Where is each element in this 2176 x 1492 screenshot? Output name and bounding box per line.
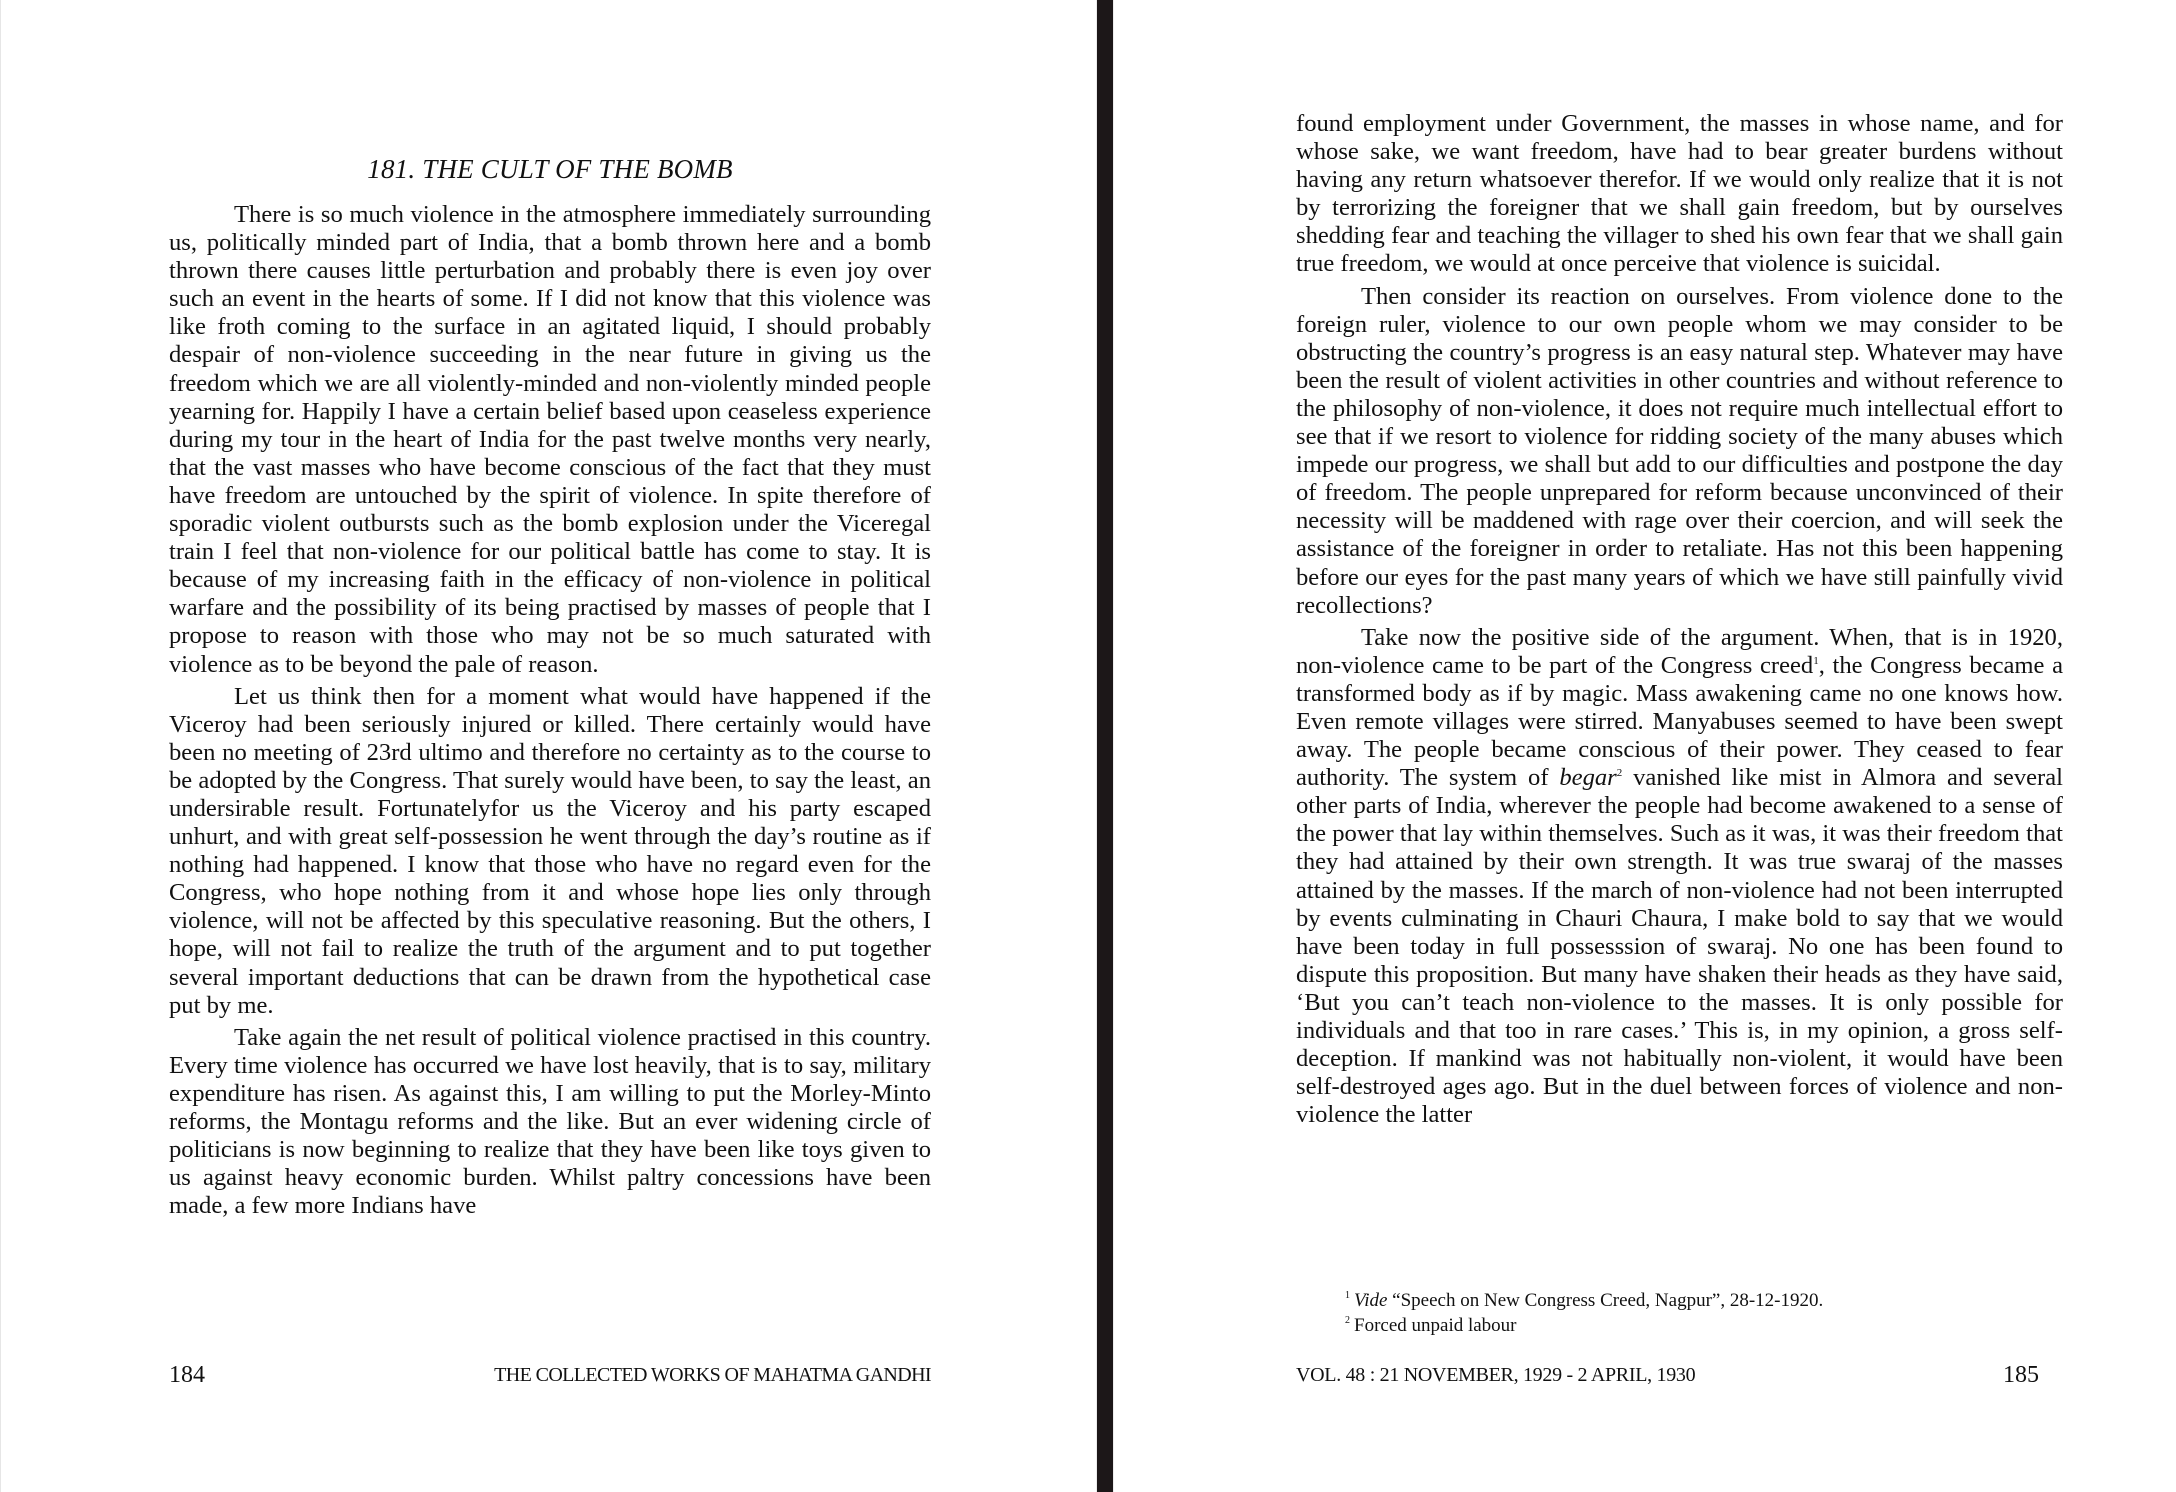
footnote-number: 2	[1345, 1315, 1350, 1326]
paragraph-text: Take now the positive side of the argument. When, that is in 1920, non-violence came to be part of the Congress creed	[1296, 623, 2063, 679]
paragraph-text: vanished like mist in Almora and several other parts of India, wherever the people had become awakened to a sense of the power that lay within themselves. Such as it was, it was their freedom that they had attained by their own strength. It was true swaraj of the masses attained by the masses. If the march of non-violence had not been interrupted by events culminating in Chauri Chaura, I make bold to say that we would have been today in full possesssion of swaraj. No one has been found to dispute this proposition. But many have shaken their heads as they have said, ‘But you can’t teach non-violence to the masses. It is only possible for individuals and that too in rare cases.’ This is, in my opinion, a gross self-deception. If mankind was not habitually non-violent, it would have been self-destroyed ages ago. But in the duel between forces of violence and non-violence the latter	[1296, 764, 2063, 1129]
page-number: 184	[169, 1362, 205, 1388]
paragraph-text: , the Congress became a transformed body as if by magic. Mass awakening came no one knows how. Even remote villages were stirred. Manyabuses seemed to have been swept away. The people became conscious of their power. They ceased to fear authority. The system of	[1296, 651, 2063, 792]
right-page-body	[1296, 110, 2063, 1133]
footnote-text: Forced unpaid labour	[1354, 1315, 1517, 1336]
body-paragraph: There is so much violence in the atmosphere immediately surrounding us, politically minded part of India, that a bomb thrown here and a bomb thrown there causes little perturbation and probably there is even joy over such an event in the hearts of some. If I did not know that this violence was like froth coming to the surface in an agitated liquid, I should probably despair of non-violence succeeding in the near future in giving us the freedom which we are all violently-minded and non-violently minded people yearning for. Happily I have a certain belief based upon ceaseless experience during my tour in the heart of India for the past twelve months very nearly, that the vast masses who have become conscious of the fact that they must have freedom are untouched by the spirit of violence. In spite therefore of sporadic violent outbursts such as the bomb explosion under the Viceregal train I feel that non-violence for our political battle has come to stay. It is because of my increasing faith in the efficacy of non-violence in political warfare and the possibility of its being practised by masses of people that I propose to reason with those who may not be so much saturated with violence as to be beyond the pale of reason.	[169, 201, 931, 678]
body-paragraph-continued: found employment under Government, the masses in whose name, and for whose sake, we want freedom, have had to bear greater burdens without having any return whatsoever therefor. If we would only realize that it is not by terrorizing the foreigner that we shall gain freedom, but by ourselves shedding fear and teaching the villager to shed his own fear that we shall gain true freedom, we would at once perceive that violence is suicidal.	[1296, 110, 2063, 278]
footnote-1	[1345, 1288, 1823, 1313]
running-head: THE COLLECTED WORKS OF MAHATMA GANDHI	[494, 1364, 931, 1386]
footnote-text: “Speech on New Congress Creed, Nagpur”, 28-12-1920.	[1387, 1290, 1824, 1311]
running-head: VOL. 48 : 21 NOVEMBER, 1929 - 2 APRIL, 1930	[1296, 1364, 1696, 1386]
footnotes	[1345, 1288, 1823, 1338]
page-number: 185	[2003, 1362, 2039, 1388]
footnote-2	[1345, 1313, 1823, 1338]
italic-term-begar: begar	[1559, 764, 1617, 792]
article-title: 181. THE CULT OF THE BOMB	[367, 154, 733, 184]
footnote-marker-2[interactable]: 2	[1616, 767, 1623, 780]
body-paragraph	[1296, 624, 2063, 1130]
right-page	[1114, 0, 2176, 1492]
body-paragraph: Let us think then for a moment what would have happened if the Viceroy had been seriously injured or killed. There certainly would have been no meeting of 23rd ultimo and therefore no certainty as to the course to be adopted by the Congress. That surely would have been, to say the least, an undersirable result. Fortunatelyfor us the Viceroy and his party escaped unhurt, and with great self-possession he went through the day’s routine as if nothing had happened. I know that those who have no regard even for the Congress, who hope nothing from it and whose hope lies only through violence, will not be affected by this speculative reasoning. But the others, I hope, will not fail to realize the truth of the argument and to put together several important deductions that can be drawn from the hypothetical case put by me.	[169, 682, 931, 1019]
footnote-number: 1	[1345, 1290, 1350, 1301]
left-page-body	[169, 201, 931, 1224]
body-paragraph: Then consider its reaction on ourselves. From violence done to the foreign ruler, violence to our own people whom we may consider to be obstructing the country’s progress is an easy natural step. Whatever may have been the result of violent activities in other countries and without reference to the philosophy of non-violence, it does not require much intellectual effort to see that if we resort to violence for ridding society of the many abuses which impede our progress, we shall but add to our difficulties and postpone the day of freedom. The people unprepared for reform because unconvinced of their necessity will be maddened with rage over their coercion, and will seek the assistance of the foreigner in order to retaliate. Has not this been happening before our eyes for the past many years of which we have still painfully vivid recollections?	[1296, 282, 2063, 619]
book-spine-divider	[1097, 0, 1113, 1492]
footnote-marker-1[interactable]: 1	[1813, 654, 1819, 667]
footnote-italic: Vide	[1354, 1290, 1388, 1311]
body-paragraph: Take again the net result of political violence practised in this country. Every time violence has occurred we have lost heavily, that is to say, military expenditure has risen. As against this, I am willing to put the Morley-Minto reforms, the Montagu reforms and the like. But an ever widening circle of politicians is now beginning to realize that they have been like toys given to us against heavy economic burden. Whilst paltry concessions have been made, a few more Indians have	[169, 1023, 931, 1220]
